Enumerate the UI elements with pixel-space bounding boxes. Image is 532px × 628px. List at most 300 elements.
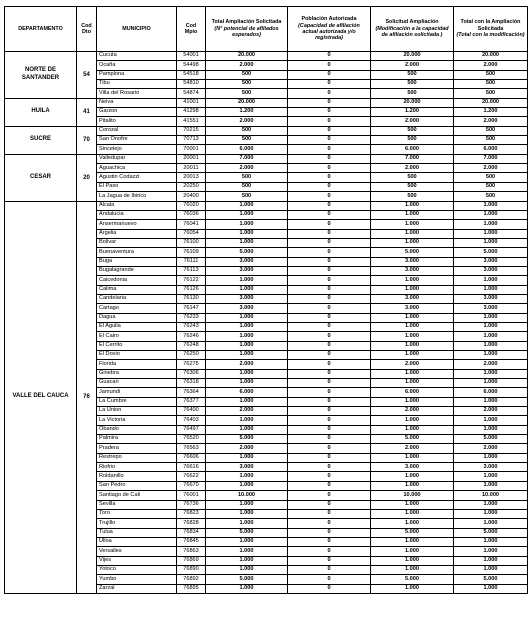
poblacion-autorizada-cell: 0 bbox=[288, 98, 371, 107]
total-ampliacion-cell: 2.000 bbox=[206, 61, 288, 70]
solicitud-ampliacion-cell: 500 bbox=[371, 80, 454, 89]
poblacion-autorizada-cell: 0 bbox=[288, 70, 371, 79]
cod-mpio-cell: 76364 bbox=[177, 388, 206, 397]
total-ampliacion-cell: 1.000 bbox=[206, 276, 288, 285]
cod-mpio-cell: 76233 bbox=[177, 313, 206, 322]
total-con-ampliacion-cell: 500 bbox=[454, 89, 528, 98]
solicitud-ampliacion-cell: 1.000 bbox=[371, 341, 454, 350]
total-con-ampliacion-cell: 1.000 bbox=[454, 332, 528, 341]
total-ampliacion-cell: 1.000 bbox=[206, 519, 288, 528]
poblacion-autorizada-cell: 0 bbox=[288, 341, 371, 350]
ampliacion-table bbox=[4, 6, 528, 594]
cod-mpio-cell: 70001 bbox=[177, 145, 206, 154]
poblacion-autorizada-cell: 0 bbox=[288, 173, 371, 182]
cod-mpio-cell: 76845 bbox=[177, 537, 206, 546]
total-con-ampliacion-cell: 5.000 bbox=[454, 528, 528, 537]
cod-mpio-cell: 76497 bbox=[177, 425, 206, 434]
total-con-ampliacion-cell: 1.000 bbox=[454, 565, 528, 574]
departamento-cell: SUCRE bbox=[5, 126, 77, 154]
cod-mpio-cell: 76036 bbox=[177, 210, 206, 219]
departamento-cell: NORTE DE SANTANDER bbox=[5, 52, 77, 99]
table-row bbox=[5, 52, 528, 61]
poblacion-autorizada-cell: 0 bbox=[288, 407, 371, 416]
total-ampliacion-cell: 5.000 bbox=[206, 435, 288, 444]
cod-mpio-cell: 76823 bbox=[177, 509, 206, 518]
header-poblacion-autorizada bbox=[288, 7, 371, 52]
municipio-cell: Alcala bbox=[97, 201, 177, 210]
municipio-cell: Cucuta bbox=[97, 52, 177, 61]
poblacion-autorizada-cell: 0 bbox=[288, 481, 371, 490]
total-con-ampliacion-cell: 1.000 bbox=[454, 547, 528, 556]
municipio-cell: El Cerrito bbox=[97, 341, 177, 350]
solicitud-ampliacion-cell: 5.000 bbox=[371, 248, 454, 257]
header-total-con-ampliacion-title: Total con la Ampliación Solicitada bbox=[460, 19, 521, 32]
municipio-cell: Buga bbox=[97, 257, 177, 266]
total-ampliacion-cell: 3.000 bbox=[206, 257, 288, 266]
header-total-ampliacion-sub: (N° potencial de afiliados esperados) bbox=[214, 25, 279, 39]
solicitud-ampliacion-cell: 1.000 bbox=[371, 500, 454, 509]
solicitud-ampliacion-cell: 20.000 bbox=[371, 98, 454, 107]
solicitud-ampliacion-cell: 2.000 bbox=[371, 117, 454, 126]
poblacion-autorizada-cell: 0 bbox=[288, 248, 371, 257]
total-ampliacion-cell: 1.000 bbox=[206, 500, 288, 509]
cod-dto-cell: 41 bbox=[77, 98, 97, 126]
poblacion-autorizada-cell: 0 bbox=[288, 472, 371, 481]
municipio-cell: Tulua bbox=[97, 528, 177, 537]
departamento-cell: HUILA bbox=[5, 98, 77, 126]
poblacion-autorizada-cell: 0 bbox=[288, 154, 371, 163]
solicitud-ampliacion-cell: 3.000 bbox=[371, 304, 454, 313]
solicitud-ampliacion-cell: 500 bbox=[371, 70, 454, 79]
total-ampliacion-cell: 1.000 bbox=[206, 416, 288, 425]
total-con-ampliacion-cell: 1.000 bbox=[454, 472, 528, 481]
table-row bbox=[5, 126, 528, 135]
total-ampliacion-cell: 2.000 bbox=[206, 444, 288, 453]
solicitud-ampliacion-cell: 5.000 bbox=[371, 435, 454, 444]
poblacion-autorizada-cell: 0 bbox=[288, 276, 371, 285]
municipio-cell: Valledupar bbox=[97, 154, 177, 163]
municipio-cell: Jamundi bbox=[97, 388, 177, 397]
municipio-cell: Neiva bbox=[97, 98, 177, 107]
solicitud-ampliacion-cell: 500 bbox=[371, 173, 454, 182]
cod-mpio-cell: 76400 bbox=[177, 407, 206, 416]
cod-mpio-cell: 76892 bbox=[177, 575, 206, 584]
total-con-ampliacion-cell: 3.000 bbox=[454, 266, 528, 275]
total-ampliacion-cell: 5.000 bbox=[206, 528, 288, 537]
total-ampliacion-cell: 500 bbox=[206, 89, 288, 98]
cod-mpio-cell: 70713 bbox=[177, 136, 206, 145]
total-ampliacion-cell: 1.000 bbox=[206, 509, 288, 518]
total-ampliacion-cell: 1.000 bbox=[206, 556, 288, 565]
solicitud-ampliacion-cell: 1.000 bbox=[371, 229, 454, 238]
total-con-ampliacion-cell: 1.000 bbox=[454, 481, 528, 490]
total-con-ampliacion-cell: 1.000 bbox=[454, 238, 528, 247]
poblacion-autorizada-cell: 0 bbox=[288, 285, 371, 294]
solicitud-ampliacion-cell: 1.000 bbox=[371, 238, 454, 247]
municipio-cell: Caicedonia bbox=[97, 276, 177, 285]
solicitud-ampliacion-cell: 500 bbox=[371, 126, 454, 135]
cod-mpio-cell: 76863 bbox=[177, 547, 206, 556]
total-con-ampliacion-cell: 500 bbox=[454, 192, 528, 201]
solicitud-ampliacion-cell: 500 bbox=[371, 136, 454, 145]
cod-dto-cell: 54 bbox=[77, 52, 97, 99]
total-con-ampliacion-cell: 1.000 bbox=[454, 519, 528, 528]
municipio-cell: San Onofre bbox=[97, 136, 177, 145]
total-con-ampliacion-cell: 1.000 bbox=[454, 285, 528, 294]
cod-mpio-cell: 76869 bbox=[177, 556, 206, 565]
total-con-ampliacion-cell: 1.000 bbox=[454, 322, 528, 331]
cod-dto-cell: 76 bbox=[77, 201, 97, 593]
total-con-ampliacion-cell: 1.000 bbox=[454, 584, 528, 593]
municipio-cell: Garzon bbox=[97, 108, 177, 117]
header-cod-mpio: Cod Mpio bbox=[177, 7, 206, 52]
table-row bbox=[5, 201, 528, 210]
header-cod-dto: Cod Dto bbox=[77, 7, 97, 52]
poblacion-autorizada-cell: 0 bbox=[288, 182, 371, 191]
total-ampliacion-cell: 3.000 bbox=[206, 304, 288, 313]
cod-mpio-cell: 41298 bbox=[177, 108, 206, 117]
poblacion-autorizada-cell: 0 bbox=[288, 164, 371, 173]
poblacion-autorizada-cell: 0 bbox=[288, 220, 371, 229]
municipio-cell: La Cumbre bbox=[97, 397, 177, 406]
solicitud-ampliacion-cell: 500 bbox=[371, 182, 454, 191]
cod-mpio-cell: 76041 bbox=[177, 220, 206, 229]
municipio-cell: Buenaventura bbox=[97, 248, 177, 257]
cod-mpio-cell: 76834 bbox=[177, 528, 206, 537]
poblacion-autorizada-cell: 0 bbox=[288, 565, 371, 574]
solicitud-ampliacion-cell: 1.000 bbox=[371, 285, 454, 294]
header-total-con-ampliacion-sub: (Total con la modificación) bbox=[456, 32, 525, 39]
total-ampliacion-cell: 1.000 bbox=[206, 238, 288, 247]
cod-mpio-cell: 76122 bbox=[177, 276, 206, 285]
total-ampliacion-cell: 500 bbox=[206, 80, 288, 89]
cod-mpio-cell: 76563 bbox=[177, 444, 206, 453]
solicitud-ampliacion-cell: 1.000 bbox=[371, 351, 454, 360]
total-ampliacion-cell: 1.000 bbox=[206, 201, 288, 210]
municipio-cell: San Pedro bbox=[97, 481, 177, 490]
total-con-ampliacion-cell: 3.000 bbox=[454, 257, 528, 266]
solicitud-ampliacion-cell: 1.000 bbox=[371, 547, 454, 556]
solicitud-ampliacion-cell: 1.000 bbox=[371, 322, 454, 331]
total-con-ampliacion-cell: 1.000 bbox=[454, 369, 528, 378]
municipio-cell: Versalles bbox=[97, 547, 177, 556]
total-ampliacion-cell: 3.000 bbox=[206, 463, 288, 472]
solicitud-ampliacion-cell: 1.000 bbox=[371, 416, 454, 425]
municipio-cell: Sevilla bbox=[97, 500, 177, 509]
total-ampliacion-cell: 10.000 bbox=[206, 491, 288, 500]
cod-mpio-cell: 76606 bbox=[177, 453, 206, 462]
solicitud-ampliacion-cell: 3.000 bbox=[371, 257, 454, 266]
solicitud-ampliacion-cell: 6.000 bbox=[371, 145, 454, 154]
municipio-cell: Bolivar bbox=[97, 238, 177, 247]
municipio-cell: Roldanillo bbox=[97, 472, 177, 481]
cod-mpio-cell: 41551 bbox=[177, 117, 206, 126]
total-con-ampliacion-cell: 5.000 bbox=[454, 248, 528, 257]
poblacion-autorizada-cell: 0 bbox=[288, 388, 371, 397]
total-ampliacion-cell: 500 bbox=[206, 173, 288, 182]
poblacion-autorizada-cell: 0 bbox=[288, 397, 371, 406]
total-con-ampliacion-cell: 10.000 bbox=[454, 491, 528, 500]
cod-mpio-cell: 20011 bbox=[177, 164, 206, 173]
municipio-cell: Ginebra bbox=[97, 369, 177, 378]
cod-mpio-cell: 76895 bbox=[177, 584, 206, 593]
poblacion-autorizada-cell: 0 bbox=[288, 126, 371, 135]
cod-mpio-cell: 76250 bbox=[177, 351, 206, 360]
cod-mpio-cell: 54001 bbox=[177, 52, 206, 61]
poblacion-autorizada-cell: 0 bbox=[288, 145, 371, 154]
total-ampliacion-cell: 1.000 bbox=[206, 453, 288, 462]
cod-dto-cell: 20 bbox=[77, 154, 97, 201]
cod-mpio-cell: 76670 bbox=[177, 481, 206, 490]
header-solicitud-ampliacion-title: Solicitud Ampliación bbox=[385, 19, 439, 26]
poblacion-autorizada-cell: 0 bbox=[288, 238, 371, 247]
municipio-cell: Calima bbox=[97, 285, 177, 294]
total-ampliacion-cell: 500 bbox=[206, 136, 288, 145]
total-ampliacion-cell: 20.000 bbox=[206, 98, 288, 107]
solicitud-ampliacion-cell: 500 bbox=[371, 192, 454, 201]
poblacion-autorizada-cell: 0 bbox=[288, 294, 371, 303]
municipio-cell: Villa del Rosario bbox=[97, 89, 177, 98]
poblacion-autorizada-cell: 0 bbox=[288, 463, 371, 472]
table-row bbox=[5, 98, 528, 107]
solicitud-ampliacion-cell: 1.000 bbox=[371, 210, 454, 219]
poblacion-autorizada-cell: 0 bbox=[288, 360, 371, 369]
cod-mpio-cell: 76275 bbox=[177, 360, 206, 369]
cod-mpio-cell: 76622 bbox=[177, 472, 206, 481]
municipio-cell: Obando bbox=[97, 425, 177, 434]
total-ampliacion-cell: 3.000 bbox=[206, 294, 288, 303]
solicitud-ampliacion-cell: 1.000 bbox=[371, 220, 454, 229]
cod-mpio-cell: 76736 bbox=[177, 500, 206, 509]
solicitud-ampliacion-cell: 1.000 bbox=[371, 369, 454, 378]
municipio-cell: La Victoria bbox=[97, 416, 177, 425]
total-con-ampliacion-cell: 1.000 bbox=[454, 201, 528, 210]
cod-mpio-cell: 20250 bbox=[177, 182, 206, 191]
total-con-ampliacion-cell: 1.000 bbox=[454, 556, 528, 565]
total-con-ampliacion-cell: 500 bbox=[454, 70, 528, 79]
total-ampliacion-cell: 2.000 bbox=[206, 407, 288, 416]
total-ampliacion-cell: 2.000 bbox=[206, 360, 288, 369]
poblacion-autorizada-cell: 0 bbox=[288, 322, 371, 331]
departamento-cell: CESAR bbox=[5, 154, 77, 201]
total-ampliacion-cell: 1.000 bbox=[206, 481, 288, 490]
total-con-ampliacion-cell: 6.000 bbox=[454, 145, 528, 154]
solicitud-ampliacion-cell: 1.000 bbox=[371, 537, 454, 546]
municipio-cell: Trujillo bbox=[97, 519, 177, 528]
cod-mpio-cell: 76318 bbox=[177, 379, 206, 388]
header-municipio: MUNICIPIO bbox=[97, 7, 177, 52]
solicitud-ampliacion-cell: 2.000 bbox=[371, 164, 454, 173]
header-total-ampliacion-title: Total Ampliación Solicitada bbox=[211, 19, 282, 26]
total-con-ampliacion-cell: 500 bbox=[454, 173, 528, 182]
total-ampliacion-cell: 5.000 bbox=[206, 248, 288, 257]
header-total-ampliacion bbox=[206, 7, 288, 52]
cod-mpio-cell: 20013 bbox=[177, 173, 206, 182]
municipio-cell: Santiago de Cali bbox=[97, 491, 177, 500]
municipio-cell: Pitalito bbox=[97, 117, 177, 126]
solicitud-ampliacion-cell: 6.000 bbox=[371, 388, 454, 397]
poblacion-autorizada-cell: 0 bbox=[288, 379, 371, 388]
solicitud-ampliacion-cell: 1.000 bbox=[371, 201, 454, 210]
total-ampliacion-cell: 20.000 bbox=[206, 52, 288, 61]
total-ampliacion-cell: 1.000 bbox=[206, 351, 288, 360]
header-poblacion-autorizada-sub: (Capacidad de afiliación actual autorizada y/o registrada) bbox=[298, 22, 360, 42]
solicitud-ampliacion-cell: 1.000 bbox=[371, 397, 454, 406]
cod-mpio-cell: 76126 bbox=[177, 285, 206, 294]
total-con-ampliacion-cell: 1.000 bbox=[454, 397, 528, 406]
cod-mpio-cell: 41001 bbox=[177, 98, 206, 107]
cod-mpio-cell: 20001 bbox=[177, 154, 206, 163]
document-page bbox=[4, 6, 527, 594]
solicitud-ampliacion-cell: 2.000 bbox=[371, 360, 454, 369]
poblacion-autorizada-cell: 0 bbox=[288, 52, 371, 61]
total-con-ampliacion-cell: 2.000 bbox=[454, 61, 528, 70]
municipio-cell: La Union bbox=[97, 407, 177, 416]
poblacion-autorizada-cell: 0 bbox=[288, 229, 371, 238]
poblacion-autorizada-cell: 0 bbox=[288, 519, 371, 528]
poblacion-autorizada-cell: 0 bbox=[288, 266, 371, 275]
total-con-ampliacion-cell: 1.000 bbox=[454, 351, 528, 360]
cod-mpio-cell: 76100 bbox=[177, 238, 206, 247]
municipio-cell: La Jagua de Ibirico bbox=[97, 192, 177, 201]
total-con-ampliacion-cell: 500 bbox=[454, 80, 528, 89]
cod-mpio-cell: 54518 bbox=[177, 70, 206, 79]
solicitud-ampliacion-cell: 1.000 bbox=[371, 481, 454, 490]
total-con-ampliacion-cell: 2.000 bbox=[454, 407, 528, 416]
poblacion-autorizada-cell: 0 bbox=[288, 547, 371, 556]
municipio-cell: Argelia bbox=[97, 229, 177, 238]
solicitud-ampliacion-cell: 1.000 bbox=[371, 453, 454, 462]
total-ampliacion-cell: 1.000 bbox=[206, 285, 288, 294]
poblacion-autorizada-cell: 0 bbox=[288, 89, 371, 98]
municipio-cell: Yumbo bbox=[97, 575, 177, 584]
municipio-cell: Florida bbox=[97, 360, 177, 369]
cod-mpio-cell: 76246 bbox=[177, 332, 206, 341]
poblacion-autorizada-cell: 0 bbox=[288, 584, 371, 593]
total-con-ampliacion-cell: 1.000 bbox=[454, 537, 528, 546]
total-ampliacion-cell: 1.000 bbox=[206, 313, 288, 322]
total-con-ampliacion-cell: 1.000 bbox=[454, 500, 528, 509]
municipio-cell: El Dovio bbox=[97, 351, 177, 360]
total-ampliacion-cell: 1.000 bbox=[206, 220, 288, 229]
total-ampliacion-cell: 2.000 bbox=[206, 117, 288, 126]
table-header bbox=[5, 7, 528, 52]
total-con-ampliacion-cell: 1.000 bbox=[454, 453, 528, 462]
poblacion-autorizada-cell: 0 bbox=[288, 192, 371, 201]
poblacion-autorizada-cell: 0 bbox=[288, 537, 371, 546]
total-con-ampliacion-cell: 1.000 bbox=[454, 416, 528, 425]
total-ampliacion-cell: 1.000 bbox=[206, 210, 288, 219]
municipio-cell: Bugalagrande bbox=[97, 266, 177, 275]
solicitud-ampliacion-cell: 5.000 bbox=[371, 528, 454, 537]
solicitud-ampliacion-cell: 1.000 bbox=[371, 556, 454, 565]
poblacion-autorizada-cell: 0 bbox=[288, 444, 371, 453]
poblacion-autorizada-cell: 0 bbox=[288, 453, 371, 462]
header-poblacion-autorizada-title: Población Autorizada bbox=[301, 16, 357, 23]
municipio-cell: Ocaña bbox=[97, 61, 177, 70]
cod-mpio-cell: 76001 bbox=[177, 491, 206, 500]
poblacion-autorizada-cell: 0 bbox=[288, 304, 371, 313]
cod-mpio-cell: 76616 bbox=[177, 463, 206, 472]
poblacion-autorizada-cell: 0 bbox=[288, 425, 371, 434]
solicitud-ampliacion-cell: 1.000 bbox=[371, 472, 454, 481]
cod-mpio-cell: 76054 bbox=[177, 229, 206, 238]
cod-mpio-cell: 76147 bbox=[177, 304, 206, 313]
solicitud-ampliacion-cell: 500 bbox=[371, 89, 454, 98]
total-con-ampliacion-cell: 1.000 bbox=[454, 229, 528, 238]
municipio-cell: Aguachica bbox=[97, 164, 177, 173]
cod-mpio-cell: 20400 bbox=[177, 192, 206, 201]
solicitud-ampliacion-cell: 1.000 bbox=[371, 425, 454, 434]
poblacion-autorizada-cell: 0 bbox=[288, 556, 371, 565]
total-ampliacion-cell: 1.000 bbox=[206, 341, 288, 350]
cod-mpio-cell: 76377 bbox=[177, 397, 206, 406]
total-con-ampliacion-cell: 2.000 bbox=[454, 360, 528, 369]
total-con-ampliacion-cell: 500 bbox=[454, 136, 528, 145]
poblacion-autorizada-cell: 0 bbox=[288, 500, 371, 509]
municipio-cell: Cartago bbox=[97, 304, 177, 313]
total-ampliacion-cell: 1.000 bbox=[206, 472, 288, 481]
total-ampliacion-cell: 1.200 bbox=[206, 108, 288, 117]
cod-mpio-cell: 70215 bbox=[177, 126, 206, 135]
solicitud-ampliacion-cell: 3.000 bbox=[371, 266, 454, 275]
cod-mpio-cell: 76520 bbox=[177, 435, 206, 444]
total-con-ampliacion-cell: 2.000 bbox=[454, 444, 528, 453]
header-departamento: DEPARTAMENTO bbox=[5, 7, 77, 52]
total-con-ampliacion-cell: 2.000 bbox=[454, 164, 528, 173]
cod-mpio-cell: 76113 bbox=[177, 266, 206, 275]
cod-dto-cell: 70 bbox=[77, 126, 97, 154]
poblacion-autorizada-cell: 0 bbox=[288, 108, 371, 117]
solicitud-ampliacion-cell: 10.000 bbox=[371, 491, 454, 500]
total-con-ampliacion-cell: 1.000 bbox=[454, 425, 528, 434]
total-con-ampliacion-cell: 5.000 bbox=[454, 435, 528, 444]
total-ampliacion-cell: 1.000 bbox=[206, 379, 288, 388]
poblacion-autorizada-cell: 0 bbox=[288, 351, 371, 360]
poblacion-autorizada-cell: 0 bbox=[288, 80, 371, 89]
cod-mpio-cell: 76109 bbox=[177, 248, 206, 257]
municipio-cell: Yotoco bbox=[97, 565, 177, 574]
total-ampliacion-cell: 1.000 bbox=[206, 425, 288, 434]
solicitud-ampliacion-cell: 2.000 bbox=[371, 444, 454, 453]
municipio-cell: Ansermanuevo bbox=[97, 220, 177, 229]
total-ampliacion-cell: 3.000 bbox=[206, 266, 288, 275]
cod-mpio-cell: 54810 bbox=[177, 80, 206, 89]
municipio-cell: Candelaria bbox=[97, 294, 177, 303]
solicitud-ampliacion-cell: 1.000 bbox=[371, 565, 454, 574]
departamento-cell: VALLE DEL CAUCA bbox=[5, 201, 77, 593]
cod-mpio-cell: 54874 bbox=[177, 89, 206, 98]
header-row bbox=[5, 7, 528, 52]
cod-mpio-cell: 76890 bbox=[177, 565, 206, 574]
total-ampliacion-cell: 5.000 bbox=[206, 575, 288, 584]
poblacion-autorizada-cell: 0 bbox=[288, 575, 371, 584]
total-ampliacion-cell: 6.000 bbox=[206, 145, 288, 154]
poblacion-autorizada-cell: 0 bbox=[288, 509, 371, 518]
municipio-cell: Riofrio bbox=[97, 463, 177, 472]
total-ampliacion-cell: 2.000 bbox=[206, 164, 288, 173]
municipio-cell: Palmira bbox=[97, 435, 177, 444]
municipio-cell: Agustin Codazzi bbox=[97, 173, 177, 182]
total-con-ampliacion-cell: 5.000 bbox=[454, 575, 528, 584]
total-con-ampliacion-cell: 1.000 bbox=[454, 276, 528, 285]
total-con-ampliacion-cell: 1.200 bbox=[454, 108, 528, 117]
total-con-ampliacion-cell: 2.000 bbox=[454, 117, 528, 126]
total-ampliacion-cell: 1.000 bbox=[206, 397, 288, 406]
solicitud-ampliacion-cell: 7.000 bbox=[371, 154, 454, 163]
solicitud-ampliacion-cell: 5.000 bbox=[371, 575, 454, 584]
total-ampliacion-cell: 1.000 bbox=[206, 547, 288, 556]
